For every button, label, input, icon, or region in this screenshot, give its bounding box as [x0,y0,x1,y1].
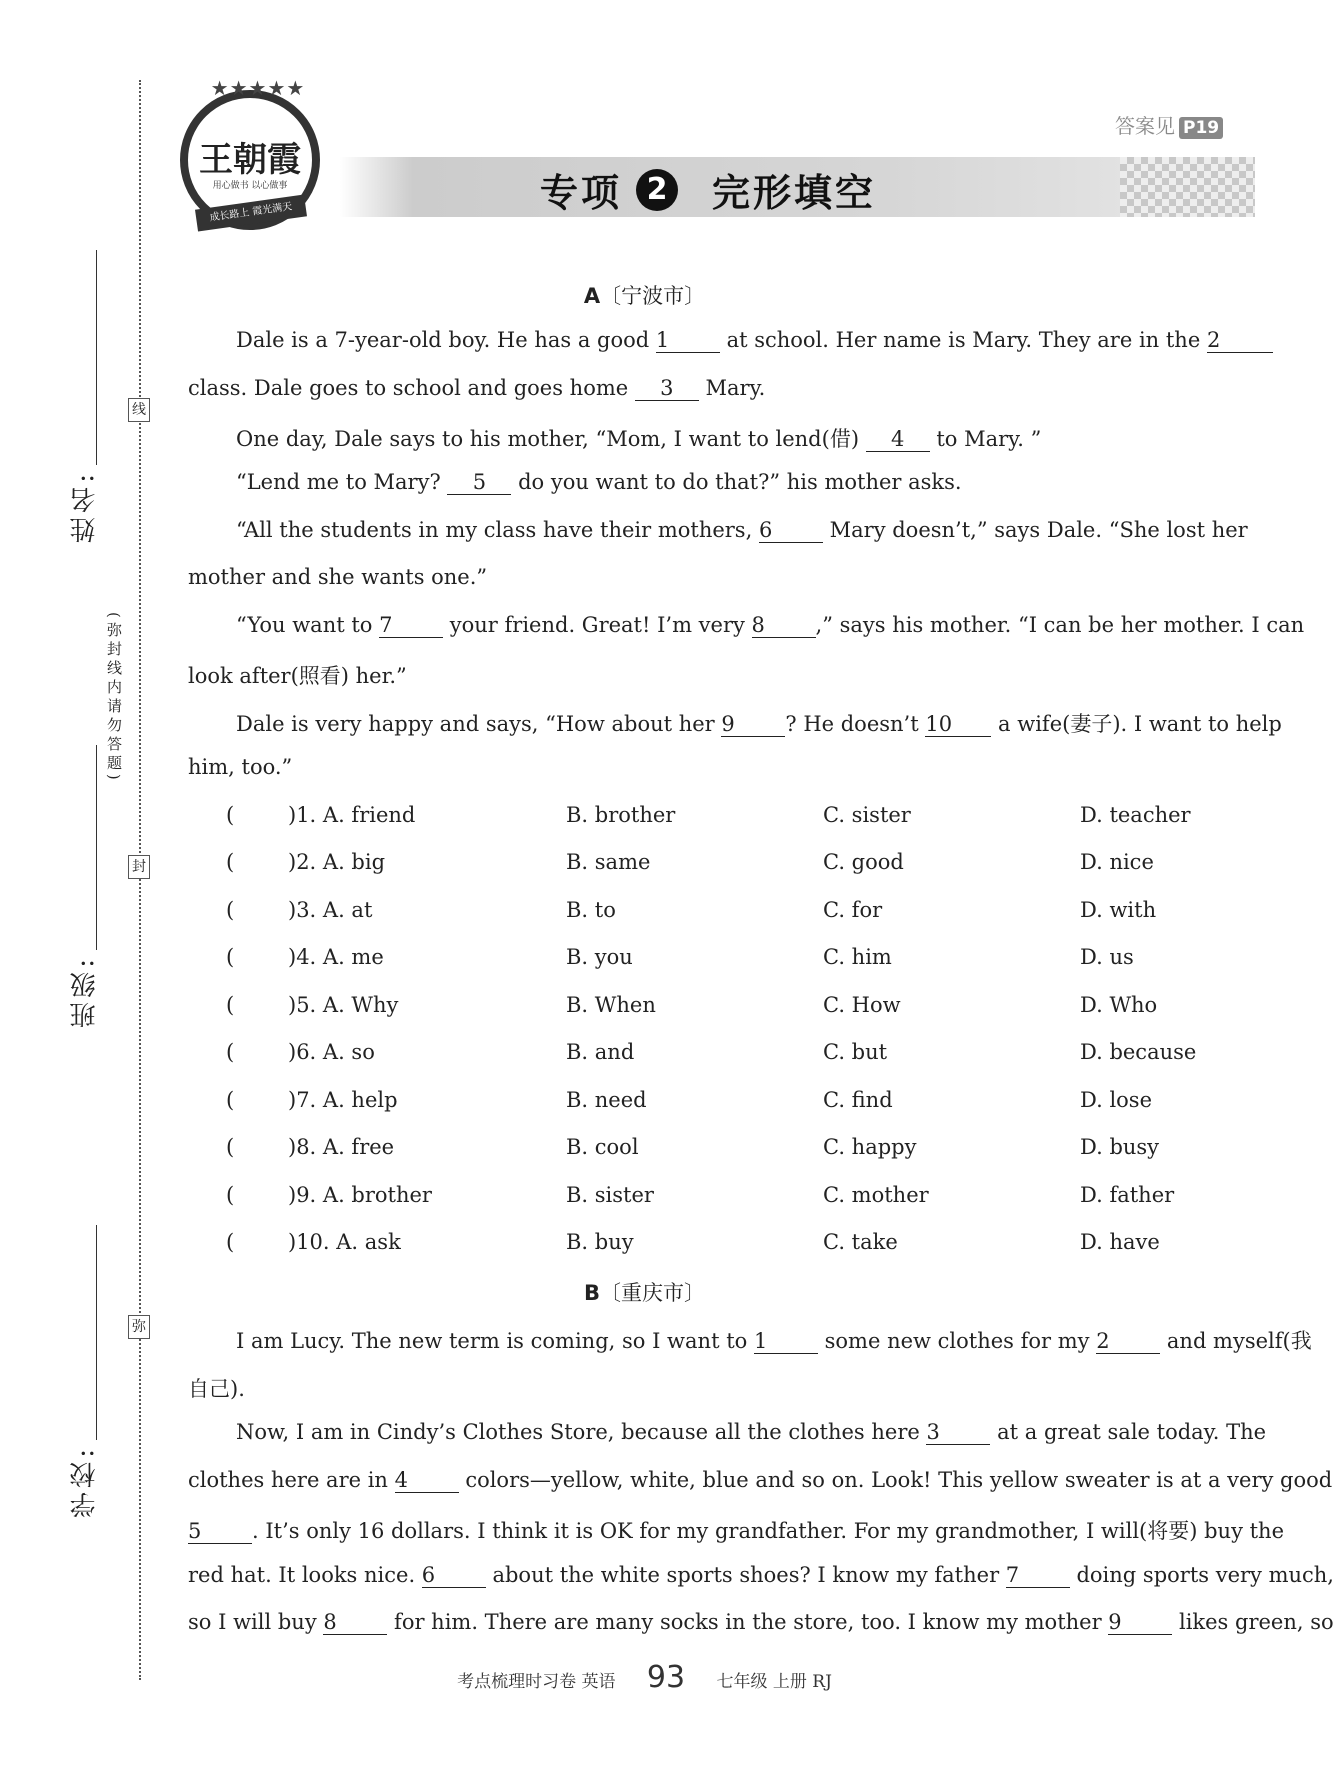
stars-icon: ★★★★★ [210,76,306,100]
logo-subtitle: 用心做书 以心做事 [212,181,288,191]
passage-a-line-2 [188,376,1243,401]
passage-b-line-2 [188,1373,1243,1403]
text: for him. There are many socks in the store, too. I know my mother [387,1610,1109,1634]
margin-mark-close: 弥 [128,1315,150,1339]
answer-paren[interactable]: ( [226,898,235,922]
question-3-option-a[interactable]: )3. A. at [288,898,373,922]
question-10-option-a[interactable]: )10. A. ask [288,1230,401,1254]
footer-right: 七年级 上册 RJ [716,1672,832,1692]
answer-ref-page: P19 [1179,117,1223,139]
section-a-heading [0,280,1289,310]
question-10-option-b[interactable]: B. buy [566,1230,634,1254]
logo-ribbon: 成长路上 霞光满天 [195,194,307,231]
section-b-source: 〔重庆市〕 [600,1281,705,1305]
blank-a-9[interactable]: 9 [721,713,785,737]
text: to Mary. ” [929,427,1042,451]
passage-b-line-3 [236,1420,1267,1445]
margin-note: (弥封线内请勿答题) [105,612,123,784]
question-3-option-d[interactable]: D. with [1080,898,1157,922]
section-b-heading [0,1277,1289,1307]
passage-a-line-5 [236,518,1248,543]
blank-a-10[interactable]: 10 [925,713,991,737]
question-4-option-b[interactable]: B. you [566,945,633,969]
question-10-option-c[interactable]: C. take [823,1230,898,1254]
text: a wife(妻子). I want to help [991,712,1282,736]
text: . It’s only 16 dollars. I think it is OK for my grandfather. For my grandmother, I will(将要) buy the [252,1519,1284,1543]
answer-paren[interactable]: ( [226,1183,235,1207]
text: and myself(我 [1160,1329,1312,1353]
question-9-option-a[interactable]: )9. A. brother [288,1183,432,1207]
section-b-label: B [583,1281,600,1305]
question-2-option-d[interactable]: D. nice [1080,850,1154,874]
text: 自己). [188,1377,245,1401]
passage-a-line-4 [236,470,1291,495]
answer-ref-label: 答案见 [1115,114,1175,138]
text: red hat. It looks nice. [188,1563,422,1587]
margin-mark-seal: 封 [128,855,150,879]
text: Now, I am in Cindy’s Clothes Store, because all the clothes here [236,1420,927,1444]
school-write-line[interactable] [96,1225,97,1440]
text: I am Lucy. The new term is coming, so I want to [236,1329,754,1353]
blank-a-3[interactable]: 3 [635,377,699,401]
question-4-option-d[interactable]: D. us [1080,945,1134,969]
question-8-option-d[interactable]: D. busy [1080,1135,1160,1159]
question-7-option-c[interactable]: C. find [823,1088,893,1112]
text: look after(照看) her.” [188,664,407,688]
question-3-option-c[interactable]: C. for [823,898,883,922]
margin-mark-line: 线 [128,398,150,422]
text: “All the students in my class have their mothers, [236,518,759,542]
blank-b-6[interactable]: 6 [422,1564,486,1588]
blank-a-8[interactable]: 8 [752,614,816,638]
section-a-source: 〔宁波市〕 [600,284,706,308]
question-9-option-b[interactable]: B. sister [566,1183,654,1207]
passage-b-line-7 [188,1610,1334,1635]
question-2-option-a[interactable]: )2. A. big [288,850,386,874]
question-5-option-c[interactable]: C. How [823,993,901,1017]
question-8-option-a[interactable]: )8. A. free [288,1135,395,1159]
text: class. Dale goes to school and goes home [188,376,635,400]
text: “Lend me to Mary? [236,470,448,494]
title-prefix: 专项 [540,171,623,215]
question-6-option-d[interactable]: D. because [1080,1040,1197,1064]
text: ,” says his mother. “I can be her mother. I can [815,613,1305,637]
blank-a-2[interactable]: 2 [1207,329,1273,353]
answer-paren[interactable]: ( [226,803,235,827]
blank-b-1[interactable]: 1 [754,1330,818,1354]
passage-a-line-7 [236,613,1305,638]
question-6-option-c[interactable]: C. but [823,1040,888,1064]
question-9-option-c[interactable]: C. mother [823,1183,929,1207]
passage-b-line-1 [236,1325,1312,1355]
text: do you want to do that?” his mother asks. [511,470,962,494]
question-8-option-c[interactable]: C. happy [823,1135,917,1159]
passage-a-line-9 [236,708,1282,738]
text: colors—yellow, white, blue and so on. Look! This yellow sweater is at a very good [458,1468,1333,1492]
blank-a-5[interactable]: 5 [447,471,511,495]
title-text: 完形填空 [712,171,877,215]
blank-a-4[interactable]: 4 [866,428,930,452]
text: One day, Dale says to his mother, “Mom, I want to lend(借) [236,427,866,451]
question-4-option-c[interactable]: C. him [823,945,892,969]
question-2-option-c[interactable]: C. good [823,850,904,874]
class-label: 班级: [70,955,100,1028]
answer-paren[interactable]: ( [226,1040,235,1064]
passage-a-line-1 [236,328,1243,353]
question-1-option-c[interactable]: C. sister [823,803,911,827]
question-2-option-b[interactable]: B. same [566,850,651,874]
text: him, too.” [188,755,293,779]
question-5-option-b[interactable]: B. When [566,993,656,1017]
question-6-option-b[interactable]: B. and [566,1040,635,1064]
text: your friend. Great! I’m very [443,613,752,637]
blank-b-5[interactable]: 5 [188,1520,252,1544]
banner-pattern [1120,157,1255,217]
answer-paren[interactable]: ( [226,850,235,874]
passage-a-line-10 [188,755,1243,779]
blank-b-4[interactable]: 4 [395,1469,459,1493]
blank-b-3[interactable]: 3 [926,1421,990,1445]
question-8-option-b[interactable]: B. cool [566,1135,639,1159]
blank-b-9[interactable]: 9 [1108,1611,1172,1635]
text: likes green, so [1172,1610,1334,1634]
class-write-line[interactable] [96,745,97,950]
text: Dale is very happy and says, “How about her [236,712,722,736]
page-footer [0,1660,1289,1695]
answer-paren[interactable]: ( [226,1135,235,1159]
school-label: 学校: [70,1445,100,1518]
text: so I will buy [188,1610,324,1634]
binding-dotted-line [139,80,141,1680]
answer-paren[interactable]: ( [226,1230,235,1254]
question-5-option-a[interactable]: )5. A. Why [288,993,399,1017]
page-title [540,162,876,217]
answer-paren[interactable]: ( [226,945,235,969]
question-1-option-b[interactable]: B. brother [566,803,676,827]
section-a-label: A [583,284,601,308]
footer-left: 考点梳理时习卷 英语 [457,1672,616,1692]
text: clothes here are in [188,1468,395,1492]
text: Mary. [698,376,766,400]
passage-b-line-6 [188,1563,1334,1588]
passage-a-line-3 [236,423,1291,453]
blank-b-7[interactable]: 7 [1006,1564,1070,1588]
text: Mary doesn’t,” says Dale. “She lost her [822,518,1248,542]
blank-a-7[interactable]: 7 [379,614,443,638]
passage-a-line-8 [188,660,1243,690]
question-4-option-a[interactable]: )4. A. me [288,945,384,969]
publisher-logo [180,76,320,230]
logo-name: 王朝霞 [199,140,301,180]
answer-reference [1115,110,1223,139]
text: doing sports very much, [1069,1563,1334,1587]
text: “You want to [236,613,380,637]
question-7-option-b[interactable]: B. need [566,1088,647,1112]
answer-paren[interactable]: ( [226,1088,235,1112]
question-10-option-d[interactable]: D. have [1080,1230,1160,1254]
page-number: 93 [646,1660,686,1695]
question-5-option-d[interactable]: D. Who [1080,993,1158,1017]
blank-b-2[interactable]: 2 [1096,1330,1160,1354]
blank-a-6[interactable]: 6 [759,519,823,543]
text: about the white sports shoes? I know my father [485,1563,1006,1587]
blank-a-1[interactable]: 1 [656,329,720,353]
question-6-option-a[interactable]: )6. A. so [288,1040,375,1064]
question-1-option-d[interactable]: D. teacher [1080,803,1191,827]
passage-a-line-6 [188,565,1243,589]
question-7-option-d[interactable]: D. lose [1080,1088,1153,1112]
text: mother and she wants one.” [188,565,488,589]
passage-b-line-5 [188,1515,1284,1545]
question-7-option-a[interactable]: )7. A. help [288,1088,398,1112]
name-label: 姓名: [70,470,100,543]
question-3-option-b[interactable]: B. to [566,898,616,922]
text: Dale is a 7-year-old boy. He has a good [236,328,656,352]
text: at a great sale today. The [990,1420,1267,1444]
question-9-option-d[interactable]: D. father [1080,1183,1175,1207]
title-number: 2 [636,169,678,211]
passage-b-line-4 [188,1468,1333,1493]
answer-paren[interactable]: ( [226,993,235,1017]
text: ? He doesn’t [785,712,926,736]
text: some new clothes for my [817,1329,1097,1353]
text: at school. Her name is Mary. They are in the [719,328,1207,352]
blank-b-8[interactable]: 8 [323,1611,387,1635]
question-1-option-a[interactable]: )1. A. friend [288,803,416,827]
